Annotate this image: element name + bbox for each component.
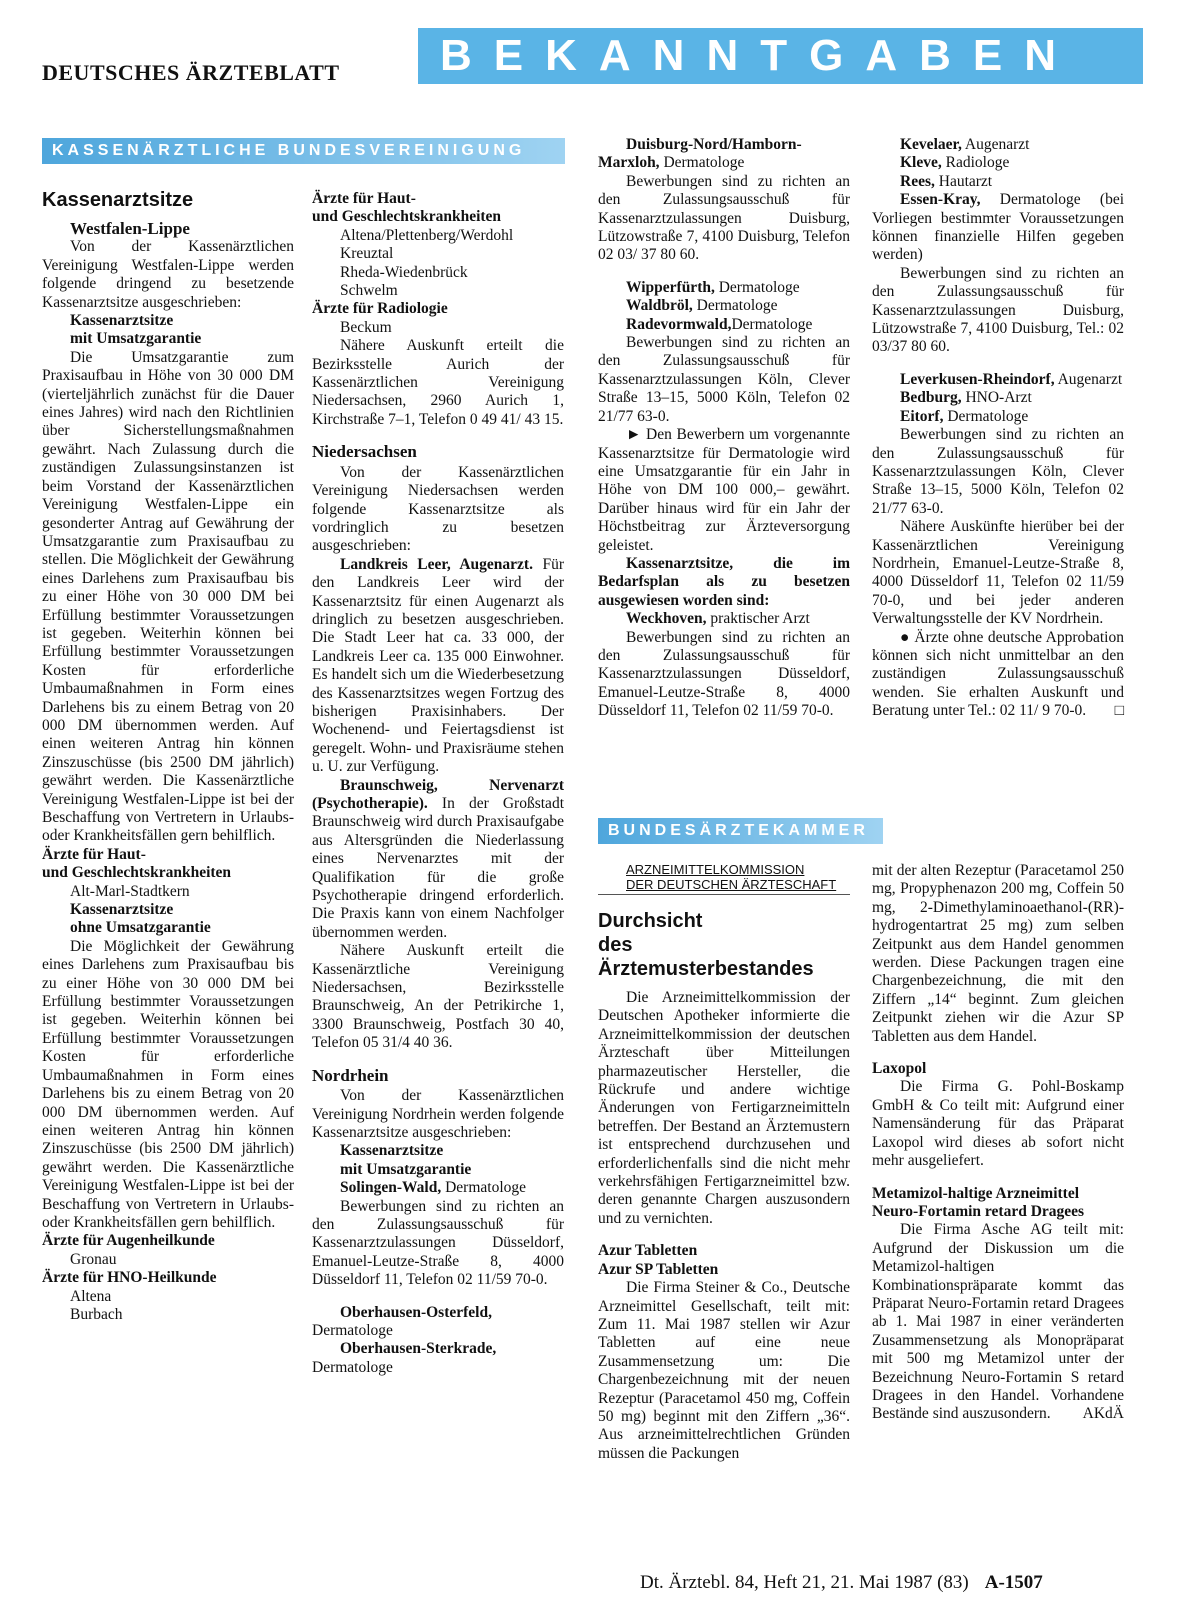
entry-text: Dermatologe (bei Vorliegen bestimmter Voraussetzungen können finanzielle Hilfen gegeben werden) (872, 191, 1125, 264)
column-3 (598, 136, 850, 721)
location: Beckum (340, 318, 392, 336)
specialty-heading: Ärzte für HNO-Heilkunde (42, 1269, 217, 1287)
paragraph: Die Arzneimittelkommission der Deutschen Apotheker informierte die Arzneimittelkommission der deutschen Ärzteschaft über Mitteilungen pharmazeutischer Hersteller, die Rückrufe und andere wichtige Änderungen von Fertigarzneimitteln betreffen. Der Bestand an Ärztemustern ist entsprechend durchzusehen und erforderlichenfalls sind die nicht mehr verkehrsfähigen Fertigarzneimittel bzw. deren genannte Chargen auszusondern und zu vernichten. (598, 989, 850, 1227)
entry-text: In der Großstadt Braunschweig wird durch Praxisaufgabe aus Altersgründen die Niederlassung eines Nervenarztes mit der Qualifikation für die große Psychotherapie dringend erforderlich. Die Praxis kann von einem Nachfolger übernommen werden. (312, 795, 564, 941)
paragraph: Bewerbungen sind zu richten an den Zulassungsausschuß für Kassenarztzulassungen Köln, Clever Straße 13–15, 5000 Köln, Telefon 02 21/77 63-0. (598, 334, 850, 425)
entry-text: Für den Landkreis Leer wird der Kassenarztsitz für einen Augenarzt als dringlich zu besetzen ausgeschrieben. Die Stadt Leer hat ca. 33 000, der Landkreis Leer ca. 135 000 Einwohner. Es handelt sich um die Wiederbesetzung des Kassenarztsitzes wegen Fortzug des bisherigen Praxisinhabers. Der Wochenend- und Feiertagsdienst ist geregelt. Wohn- und Praxisräume stehen u. U. zur Verfügung. (312, 555, 564, 776)
specialty-heading: Ärzte für Haut- (312, 190, 416, 207)
location: Schwelm (340, 282, 398, 300)
region-heading: Niedersachsen (312, 442, 417, 462)
location: Burbach (70, 1305, 123, 1323)
entry-text: Augenarzt (964, 136, 1030, 153)
subheading: Kassenarztsitze (70, 312, 174, 330)
paragraph: Bewerbungen sind zu richten an den Zulassungsausschuß für Kassenarztzulassungen Köln, Clever Straße 13–15, 5000 Köln, Telefon 02 21/77 63-0. (872, 426, 1124, 517)
paragraph: Bewerbungen sind zu richten an den Zulassungsausschuß für Kassenarztzulassungen Duisburg, Lützowstraße 7, 4100 Duisburg, Telefon 02 03/ 37 80 60. (598, 172, 850, 264)
location: Altena (70, 1287, 112, 1305)
entry-text: Dermatologe (731, 315, 813, 333)
paragraph: mit der alten Rezeptur (Paracetamol 250 mg, Propyphenazon 200 mg, Coffein 50 mg, 2-Dimethylaminoaethanol-(RR)-hydrogentartrat 25 mg) zum selben Zeitpunkt aus dem Handel genommen werden. Diese Packungen tragen eine Chargenbezeichnung, die mit den Ziffern „14“ beginnt. Zum gleichen Zeitpunkt ziehen wir die Azur SP Tabletten aus dem Handel. (872, 862, 1124, 1045)
entry-name: Solingen-Wald, (340, 1179, 442, 1197)
subheading: mit Umsatzgarantie (70, 330, 202, 348)
entry-name: Duisburg-Nord/Hamborn-Marxloh, (598, 136, 802, 172)
divider (598, 894, 850, 895)
page-number: A-1507 (984, 1572, 1043, 1593)
paragraph: Die Umsatzgarantie zum Praxisaufbau in Höhe von 30 000 DM (vierteljährlich zunächst für die Dauer eines Jahres) wird nach den Richtlinien über Sicherstellungsmaßnahmen gewährt. Nach Zulassung durch die zuständigen Zulassungsinstanzen ist beim Vorstand der Kassenärztlichen Vereinigung Westfalen-Lippe ein gesonderter Antrag auf Gewährung der Umsatzgarantie zum Praxisaufbau zu stellen. Die Möglichkeit der Gewährung eines Darlehens zum Praxisaufbau bis zu einer Höhe von 30 000 DM bei Erfüllung bestimmter Voraussetzungen ist gegeben. Weiterhin können bei Erfüllung bestimmter Voraussetzungen Kosten für erforderliche Umbaumaßnahmen in Form eines Darlehens bis zu einem Betrag von 20 000 DM übernommen werden. Auf einen weiteren Antrag hin können Zinszuschüsse (bis 2500 DM jährlich) gewährt werden. Die Kassenärztliche Vereinigung Westfalen-Lippe ist bei der Beschaffung von Vertretern in Urlaubs- oder Krankheitsfällen gern behilflich. (42, 348, 294, 845)
location: Alt-Marl-Stadtkern (70, 882, 190, 900)
entry-text: Hautarzt (938, 172, 993, 190)
paragraph: Von der Kassenärztlichen Vereinigung Niedersachsen werden folgende Kassenarztsitze als vordringlich zu besetzen ausgeschrieben: (312, 463, 564, 555)
paragraph: Bewerbungen sind zu richten an den Zulassungsausschuß für Kassenarztzulassungen Düsseldorf, Emanuel-Leutze-Straße 8, 4000 Düsseldorf 11, Telefon 02 11/59 70-0. (312, 1197, 564, 1289)
entry-text: Radiologe (945, 154, 1010, 172)
citation: Dt. Ärztebl. 84, Heft 21, 21. Mai 1987 (83) (640, 1572, 969, 1593)
article-title: Durchsicht (598, 910, 703, 932)
column-4 (872, 136, 1124, 721)
region-heading: Westfalen-Lippe (70, 219, 190, 238)
paragraph: Bewerbungen sind zu richten an den Zulassungsausschuß für Kassenarztzulassungen Düsseldorf, Emanuel-Leutze-Straße 8, 4000 Düsseldorf 11, Telefon 02 11/59 70-0. (598, 628, 850, 720)
subheading: Kassenarztsitze, die im Bedarfsplan als zu besetzen ausgewiesen worden sind: (598, 554, 850, 609)
entry-name: Wipperfürth, (626, 278, 715, 296)
product-heading: Azur SP Tabletten (598, 1260, 719, 1278)
paragraph (872, 629, 1124, 721)
subheading: Kassenarztsitze (70, 901, 174, 919)
location: Gronau (70, 1250, 117, 1268)
entry-text: Dermatologe (718, 278, 800, 296)
column-6 (872, 862, 1124, 1424)
paragraph: Nähere Auskünfte hierüber bei der Kassenärztlichen Vereinigung Nordrhein, Emanuel-Leutze-Straße 8, 4000 Düsseldorf 11, Telefon 02 11/59 70-0, und bei jeder anderen Verwaltungsstelle der KV Nordrhein. (872, 518, 1124, 628)
entry-name: Rees, (900, 172, 935, 190)
specialty-heading: Ärzte für Augenheilkunde (42, 1232, 215, 1250)
specialty-heading: Ärzte für Haut- (42, 845, 146, 863)
product-heading: Laxopol (872, 1060, 927, 1078)
article-title: des Ärztemusterbestandes (598, 934, 814, 980)
entry-text: Augenarzt (1057, 370, 1123, 388)
paragraph: Bewerbungen sind zu richten an den Zulassungsausschuß für Kassenarztzulassungen Duisburg, Lützowstraße 7, 4100 Duisburg, Tel.: 02 03/37 80 60. (872, 264, 1124, 356)
product-heading: Azur Tabletten (598, 1242, 698, 1260)
entry-name: Essen-Kray, (900, 191, 981, 209)
entry-name: Weckhoven, (626, 610, 707, 628)
entry-text: Dermatologe (445, 1179, 527, 1197)
subheading: Kassenarztsitze (340, 1142, 444, 1160)
paragraph: Von der Kassenärztlichen Vereinigung Westfalen-Lippe werden folgende dringend zu besetzende Kassenarztsitze ausgeschrieben: (42, 238, 294, 311)
specialty-heading: Ärzte für Radiologie (312, 300, 448, 318)
entry-name: Kleve, (900, 154, 942, 172)
end-mark-icon: □ (1114, 702, 1124, 720)
entry-name: Bedburg, (900, 389, 962, 407)
entry-text: HNO-Arzt (965, 389, 1032, 407)
entry-text: Dermatologe (947, 407, 1029, 425)
kbv-band: KASSENÄRZTLICHE BUNDESVEREINIGUNG (42, 138, 565, 164)
entry-text: Dermatologe (312, 1321, 393, 1339)
signature: AKdÄ (1082, 1405, 1124, 1423)
column-2 (312, 190, 564, 1377)
paragraph: ► Den Bewerbern um vorgenannte Kassenarztsitze für Dermatologie wird eine Umsatzgarantie für ein Jahr in Höhe von DM 100 000,– gewährt. Darüber hinaus wird für ein Jahr der Höchstbeitrag zur Ärzteversorgung geleistet. (598, 426, 850, 554)
subheading: ohne Umsatzgarantie (70, 919, 211, 937)
commission-label: ARZNEIMITTELKOMMISSION (626, 862, 805, 877)
paragraph: Nähere Auskunft erteilt die Bezirksstelle Aurich der Kassenärztlichen Vereinigung Niedersachsen, 2960 Aurich 1, Kirchstraße 7–1, Telefon 0 49 41/ 43 15. (312, 337, 564, 428)
subheading: mit Umsatzgarantie (340, 1160, 472, 1178)
entry-name: Kevelaer, (900, 136, 962, 153)
paragraph: Nähere Auskunft erteilt die Kassenärztliche Vereinigung Niedersachsen, Bezirksstelle Braunschweig, An der Petrikirche 1, 3300 Braunschweig, Postfach 30 40, Telefon 05 31/4 40 36. (312, 942, 564, 1052)
entry-text: Dermatologe (312, 1358, 393, 1376)
entry-name: Braunschweig, Nervenarzt (Psychotherapie). (312, 776, 564, 812)
paragraph: Die Firma Steiner & Co., Deutsche Arzneimittel Gesellschaft, teilt mit: Zum 11. Mai 1987 stellen wir Azur Tabletten auf eine neue Zusammensetzung um: Die Chargenbezeichnung mit der neuen Rezeptur (Paracetamol 450 mg, Coffein 50 mg) beginnt mit den Ziffern „36“. Aus arzneimittelrechtlichen Gründen müssen die Packungen (598, 1279, 850, 1462)
product-heading: Neuro-Fortamin retard Dragees (872, 1202, 1085, 1220)
entry-name: Waldbröl, (626, 297, 693, 315)
paragraph-text: ● Ärzte ohne deutsche Approbation können sich nicht unmittelbar an den zuständigen Zulassungsausschuß wenden. Sie erhalten Auskunft und Beratung unter Tel.: 02 11/ 9 70-0. (872, 628, 1124, 720)
section-banner: BEKANNTGABEN (418, 28, 1143, 84)
paragraph: Die Firma G. Pohl-Boskamp GmbH & Co teilt mit: Aufgrund einer Namensänderung für das Präparat Laxopol wird dieses ab sofort nicht mehr ausgeliefert. (872, 1078, 1124, 1170)
publication-name: DEUTSCHES ÄRZTEBLATT (42, 60, 340, 85)
entry-name: Oberhausen-Osterfeld, (340, 1303, 492, 1321)
entry-text: praktischer Arzt (710, 610, 810, 628)
entry-name: Oberhausen-Sterkrade, (340, 1340, 497, 1358)
specialty-heading: und Geschlechtskrankheiten (312, 208, 502, 226)
entry-text: Dermatologe (696, 297, 778, 315)
entry-name: Eitorf, (900, 407, 944, 425)
commission-label: DER DEUTSCHEN ÄRZTESCHAFT (626, 877, 837, 892)
product-heading: Metamizol-haltige Arzneimittel (872, 1184, 1080, 1202)
region-heading: Nordrhein (312, 1065, 389, 1085)
entry-name: Radevormwald, (626, 315, 732, 333)
specialty-heading: und Geschlechtskrankheiten (42, 864, 232, 882)
page-footer (640, 1572, 1043, 1594)
entry-name: Landkreis Leer, Augenarzt. (340, 555, 533, 573)
paragraph-text: Die Firma Asche AG teilt mit: Aufgrund der Diskussion um die Metamizol-haltigen Kombinationspräparate kommt das Präparat Neuro-Fortamin retard Dragees ab 1. Mai 1987 in einer veränderten Zusammensetzung als Monopräparat mit 500 mg Metamizol unter der Bezeichnung Neuro-Fortamin S retard Dragees in den Handel. Vorhandene Bestände sind auszusondern. (872, 1221, 1124, 1423)
entry-name: Leverkusen-Rheindorf, (900, 370, 1055, 388)
paragraph: Von der Kassenärztlichen Vereinigung Nordrhein werden folgende Kassenarztsitze ausgeschrieben: (312, 1087, 564, 1141)
location: Altena/Plettenberg/Werdohl (340, 226, 514, 244)
entry-text: Dermatologe (663, 154, 745, 172)
column-1 (42, 188, 294, 1324)
column-5 (598, 862, 850, 1463)
paragraph: Die Möglichkeit der Gewährung eines Darlehens zum Praxisaufbau bis zu einer Höhe von 30 000 DM bei Erfüllung bestimmter Voraussetzungen ist gegeben. Weiterhin können bei Erfüllung bestimmter Voraussetzungen Kosten für erforderliche Umbaumaßnahmen in Form eines Darlehens bis zu einem Betrag von 20 000 DM übernommen werden. Auf einen weiteren Antrag hin können Zinszuschüsse (bis 2500 DM jährlich) gewährt werden. Die Kassenärztliche Vereinigung Westfalen-Lippe ist bei der Beschaffung von Vertretern in Urlaubs- oder Krankheitsfällen gern behilflich. (42, 937, 294, 1231)
location: Rheda-Wiedenbrück (340, 263, 468, 281)
article-title: Kassenarztsitze (42, 189, 194, 211)
bak-band: BUNDESÄRZTEKAMMER (598, 818, 883, 844)
location: Kreuztal (340, 245, 394, 263)
paragraph (872, 1221, 1124, 1423)
